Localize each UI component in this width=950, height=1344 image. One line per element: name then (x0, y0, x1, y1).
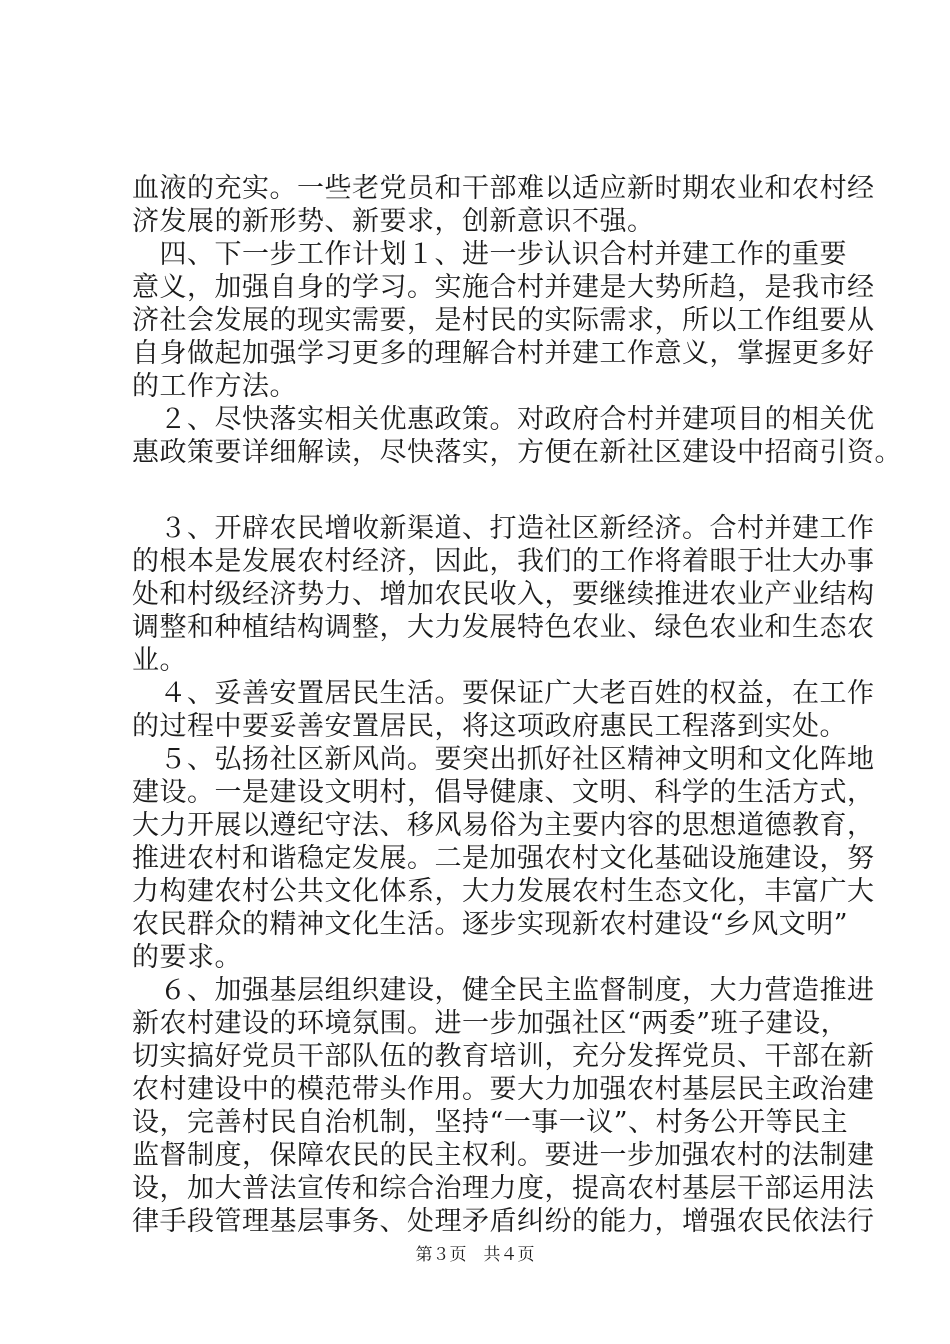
text-line: 济社会发展的现实需要，是村民的实际需求，所以工作组要从 (132, 305, 875, 336)
text-line: 农村建设中的模范带头作用。要大力加强农村基层民主政治建 (132, 1074, 875, 1105)
text-line: 设，完善村民自治机制，坚持“一事一议”、村务公开等民主 (132, 1107, 849, 1138)
page-number: 第３页 共４页 (415, 1245, 535, 1265)
text-line: 农民群众的精神文化生活。逐步实现新农村建设“乡风文明” (132, 909, 849, 940)
page-footer (0, 1244, 950, 1266)
text-line: 力构建农村公共文化体系，大力发展农村生态文化，丰富广大 (132, 876, 875, 907)
text-line: 设，加大普法宣传和综合治理力度，提高农村基层干部运用法 (132, 1173, 875, 1204)
text-line: ４、妥善安置居民生活。要保证广大老百姓的权益，在工作 (132, 678, 875, 709)
text-line: 业。 (132, 645, 187, 676)
text-line: 的过程中要妥善安置居民，将这项政府惠民工程落到实处。 (132, 711, 847, 742)
text-line: 律手段管理基层事务、处理矛盾纠纷的能力，增强农民依法行 (132, 1206, 875, 1237)
text-line: 自身做起加强学习更多的理解合村并建工作意义，掌握更多好 (132, 338, 875, 369)
text-line: 惠政策要详细解读，尽快落实，方便在新社区建设中招商引资。 (132, 437, 902, 468)
text-line: 的根本是发展农村经济，因此，我们的工作将着眼于壮大办事 (132, 546, 875, 577)
text-line: 新农村建设的环境氛围。进一步加强社区“两委”班子建设， (132, 1008, 849, 1039)
text-line: ５、弘扬社区新风尚。要突出抓好社区精神文明和文化阵地 (132, 744, 875, 775)
text-line: ３、开辟农民增收新渠道、打造社区新经济。合村并建工作 (132, 513, 875, 544)
text-line: 监督制度，保障农民的民主权利。要进一步加强农村的法制建 (132, 1140, 875, 1171)
text-line: 切实搞好党员干部队伍的教育培训，充分发挥党员、干部在新 (132, 1041, 875, 1072)
text-line: 大力开展以遵纪守法、移风易俗为主要内容的思想道德教育， (132, 810, 875, 841)
text-line: ６、加强基层组织建设，健全民主监督制度，大力营造推进 (132, 975, 875, 1006)
text-line: 的要求。 (132, 942, 242, 973)
text-line: 四、下一步工作计划１、进一步认识合村并建工作的重要 (132, 239, 847, 270)
text-line: 血液的充实。一些老党员和干部难以适应新时期农业和农村经 (132, 173, 875, 204)
paragraph-gap (132, 469, 832, 512)
text-line: 建设。一是建设文明村，倡导健康、文明、科学的生活方式， (132, 777, 875, 808)
text-line: 调整和种植结构调整，大力发展特色农业、绿色农业和生态农 (132, 612, 875, 643)
text-line: ２、尽快落实相关优惠政策。对政府合村并建项目的相关优 (132, 404, 875, 435)
text-line: 处和村级经济势力、增加农民收入，要继续推进农业产业结构 (132, 579, 875, 610)
text-line: 推进农村和谐稳定发展。二是加强农村文化基础设施建设，努 (132, 843, 875, 874)
text-line: 济发展的新形势、新要求，创新意识不强。 (132, 206, 655, 237)
text-line: 的工作方法。 (132, 371, 297, 402)
document-body (132, 172, 902, 1238)
text-line: 意义，加强自身的学习。实施合村并建是大势所趋，是我市经 (132, 272, 875, 303)
